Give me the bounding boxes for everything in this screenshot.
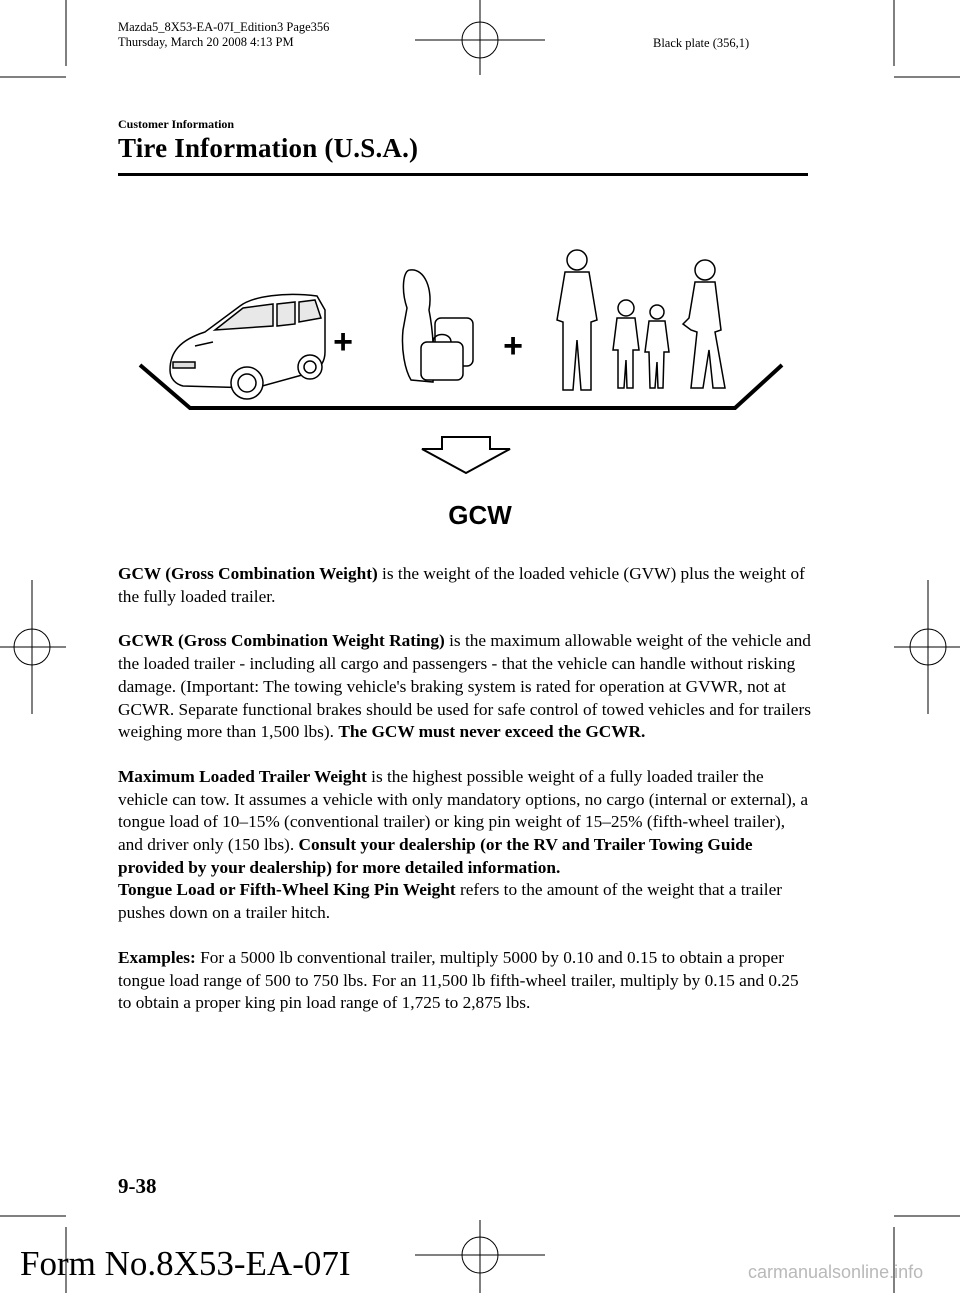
gcw-figure: [135, 240, 795, 480]
title-rule: [118, 173, 808, 176]
gcw-paragraph: [118, 563, 813, 608]
mltw-definition: is the highest possible weight of a fully loaded trailer the vehicle can tow. It assumes a vehicle with only mandatory options, no cargo (internal or external), a tongue load of 10–15% (conventional trailer) or king pin weight of 15–25% (fifth-wheel trailer), and driver only (150 lbs).: [118, 766, 809, 855]
family-icon: [557, 250, 725, 390]
mltw-paragraph: [118, 766, 813, 880]
examples-paragraph: [118, 947, 813, 1015]
tongue-paragraph: [118, 879, 813, 924]
file-line: Mazda5_8X53-EA-07I_Edition3 Page356: [118, 20, 330, 34]
gcwr-term: GCWR (Gross Combination Weight Rating): [118, 631, 445, 651]
date-line: Thursday, March 20 2008 4:13 PM: [118, 35, 294, 49]
mltw-emphasis: Consult your dealership (or the RV and Trailer Towing Guide provided by your dealership) for more detailed information.: [118, 835, 753, 877]
plate-label: Black plate (356,1): [653, 36, 750, 50]
plus-sign-1: +: [333, 323, 353, 361]
examples-text: For a 5000 lb conventional trailer, multiply 5000 by 0.10 and 0.15 to obtain a proper tongue load range of 500 to 750 lbs. For an 11,500 lb fifth-wheel trailer, multiply by 0.15 and 0.25 to obtain a proper king pin load range of 1,725 to 2,875 lbs.: [118, 947, 799, 1013]
mltw-term: Maximum Loaded Trailer Weight: [118, 766, 367, 786]
examples-term: Examples:: [118, 947, 196, 967]
down-arrow-icon: [422, 437, 510, 473]
luggage-icon: [402, 270, 473, 382]
plus-sign-2: +: [503, 327, 523, 365]
gcwr-definition: is the maximum allowable weight of the vehicle and the loaded trailer - including all cargo and passengers - that the vehicle can handle without risking damage. (Important: The towing vehicle's braking system is rated for operation at GVWR, not at GCWR. Separate functional brakes should be used for safe control of towed vehicles and for trailers weighing more than 1,500 lbs).: [118, 631, 811, 742]
van-icon: [170, 294, 325, 399]
print-header: [118, 20, 329, 50]
section-label: Customer Information: [118, 117, 235, 131]
body-text: [118, 563, 813, 1015]
gcwr-paragraph: [118, 630, 813, 744]
tongue-definition: refers to the amount of the weight that a trailer pushes down on a trailer hitch.: [118, 880, 782, 923]
form-number: Form No.8X53-EA-07I: [20, 1244, 351, 1283]
page-title: Tire Information (U.S.A.): [118, 133, 419, 163]
gcw-definition: is the weight of the loaded vehicle (GVW) plus the weight of the fully loaded trailer.: [118, 564, 805, 606]
page-number: 9-38: [118, 1174, 157, 1198]
gcwr-emphasis: The GCW must never exceed the GCWR.: [338, 722, 646, 742]
gcw-result-label: GCW: [448, 500, 512, 530]
tongue-term: Tongue Load or Fifth-Wheel King Pin Weight: [118, 880, 456, 900]
watermark: carmanualsonline.info: [748, 1262, 924, 1282]
gcw-term: GCW (Gross Combination Weight): [118, 564, 378, 583]
